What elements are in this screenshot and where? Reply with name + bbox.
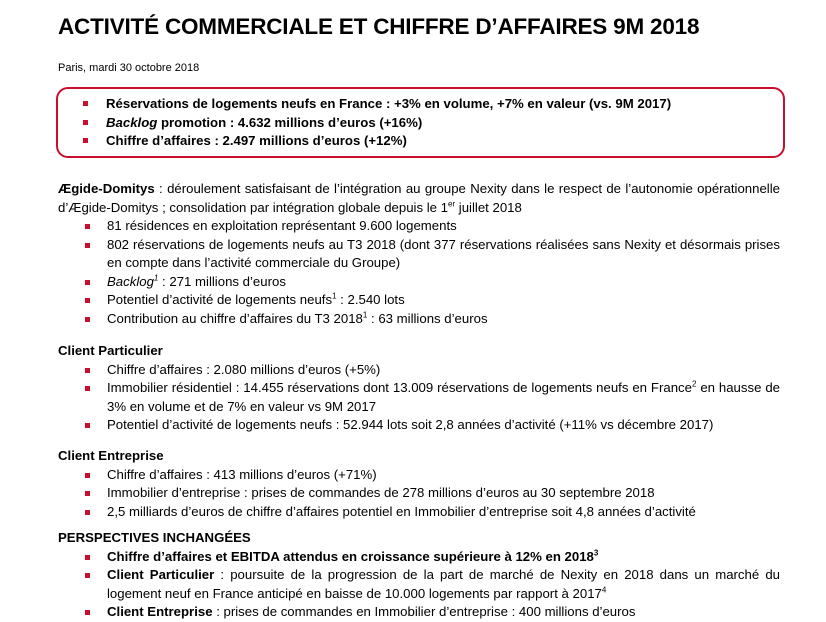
key-figure-item: Réservations de logements neufs en France : +3% en volume, +7% en valeur (vs. 9M 2017) xyxy=(83,95,671,114)
text-fragment: : 63 millions d’euros xyxy=(367,310,488,326)
entreprise-list xyxy=(58,466,780,522)
text-fragment: Client Particulier xyxy=(107,567,215,582)
text-fragment: 4 xyxy=(601,585,607,595)
bullet-square-icon xyxy=(85,573,90,578)
particulier-list xyxy=(58,361,780,435)
text-fragment: 2 xyxy=(691,379,697,389)
list-item xyxy=(58,603,780,622)
text-fragment: 2,5 milliards d’euros de chiffre d’affaires potentiel en Immobilier d’entreprise soit 4,8 années d’activité xyxy=(107,503,696,519)
text-fragment: : 2.540 lots xyxy=(336,292,405,307)
perspectives-list xyxy=(58,548,780,622)
bullet-square-icon xyxy=(85,298,90,303)
list-item xyxy=(58,416,780,435)
text-fragment: Backlog xyxy=(107,273,154,289)
aegide-section xyxy=(58,180,780,328)
aegide-list xyxy=(58,217,780,328)
text-fragment: Contribution au chiffre d’affaires du T3 2018 xyxy=(107,310,363,326)
list-item xyxy=(58,484,780,503)
text-fragment: Potentiel d’activité de logements neufs xyxy=(107,292,333,307)
bullet-square-icon xyxy=(85,555,90,560)
bullet-square-icon xyxy=(85,473,90,478)
list-item xyxy=(58,503,780,522)
bullet-square-icon xyxy=(83,101,88,106)
list-item xyxy=(58,361,780,380)
list-item xyxy=(58,310,780,329)
bullet-square-icon xyxy=(85,280,90,285)
text-fragment: Chiffre d’affaires : 2.080 millions d’euros (+5%) xyxy=(107,361,381,377)
list-item xyxy=(58,217,780,236)
bullet-square-icon xyxy=(85,224,90,229)
section-heading: Client Particulier xyxy=(58,343,163,358)
dateline: Paris, mardi 30 octobre 2018 xyxy=(58,62,200,74)
aegide-intro: Ægide-Domitys : déroulement satisfaisant de l’intégration au groupe Nexity dans le respect de l’autonomie opérationnelle d’Ægide-Domitys ; consolidation par intégration globale depuis le 1er juillet 2018 xyxy=(58,181,780,215)
text-fragment: 1 xyxy=(332,291,337,301)
text-fragment: Immobilier résidentiel : 14.455 réservations dont 13.009 réservations de logements neufs en France xyxy=(107,380,692,395)
bullet-square-icon xyxy=(85,243,90,248)
list-item xyxy=(58,273,780,292)
bullet-square-icon xyxy=(85,317,90,322)
text-fragment: en hausse de 3% en volume et de 7% en valeur vs 9M 2017 xyxy=(107,380,780,414)
bullet-square-icon xyxy=(85,386,90,391)
text-fragment: 3 xyxy=(593,548,599,558)
text-fragment: Potentiel d’activité de logements neufs : 52.944 lots soit 2,8 années d’activité (+11% vs décembre 2017) xyxy=(107,417,714,432)
text-fragment: 802 réservations de logements neufs au T3 2018 (dont 377 réservations réalisées sans Nexity et désormais prises en compte dans l’activité commerciale du Groupe) xyxy=(107,236,780,270)
text-fragment: Client Entreprise xyxy=(107,604,213,619)
key-figure-item: Chiffre d’affaires : 2.497 millions d’euros (+12%) xyxy=(83,132,671,151)
text-fragment: : 271 millions d’euros xyxy=(158,273,286,289)
perspectives-section xyxy=(58,529,780,622)
bullet-square-icon xyxy=(85,510,90,515)
bullet-square-icon xyxy=(83,120,88,125)
key-figure-item: Backlog promotion : 4.632 millions d’euros (+16%) xyxy=(83,114,671,133)
bullet-square-icon xyxy=(85,491,90,496)
list-item xyxy=(58,566,780,603)
bullet-square-icon xyxy=(85,610,90,615)
particulier-section xyxy=(58,342,780,435)
footnote-marker: er xyxy=(448,199,456,209)
text-fragment: : poursuite de la progression de la part de marché de Nexity en 2018 dans un marché du logement neuf en France anticipé en baisse de 10.000 logements par rapport à 2017 xyxy=(107,567,780,601)
section-heading: PERSPECTIVES INCHANGÉES xyxy=(58,530,251,545)
list-item xyxy=(58,466,780,485)
text-fragment: Immobilier d’entreprise : prises de commandes de 278 millions d’euros au 30 septembre 2018 xyxy=(107,485,655,500)
text-fragment: : prises de commandes en Immobilier d’entreprise : 400 millions d’euros xyxy=(212,604,636,619)
list-item xyxy=(58,236,780,273)
text-fragment: 81 résidences en exploitation représentant 9.600 logements xyxy=(107,218,457,233)
bullet-square-icon xyxy=(85,423,90,428)
entreprise-section xyxy=(58,447,780,521)
document-title: ACTIVITÉ COMMERCIALE ET CHIFFRE D’AFFAIRES 9M 2018 xyxy=(58,14,700,39)
list-item xyxy=(58,379,780,416)
key-figures-list xyxy=(83,95,671,151)
text-fragment: Chiffre d’affaires : 413 millions d’euros (+71%) xyxy=(107,466,377,482)
text-fragment: 1 xyxy=(153,273,159,283)
section-heading: Client Entreprise xyxy=(58,448,164,463)
bullet-square-icon xyxy=(85,368,90,373)
list-item xyxy=(58,291,780,310)
list-item xyxy=(58,548,780,567)
bullet-square-icon xyxy=(83,138,88,143)
text-fragment: 1 xyxy=(362,310,368,320)
text-fragment: Chiffre d’affaires et EBITDA attendus en croissance supérieure à 12% en 2018 xyxy=(107,548,594,564)
